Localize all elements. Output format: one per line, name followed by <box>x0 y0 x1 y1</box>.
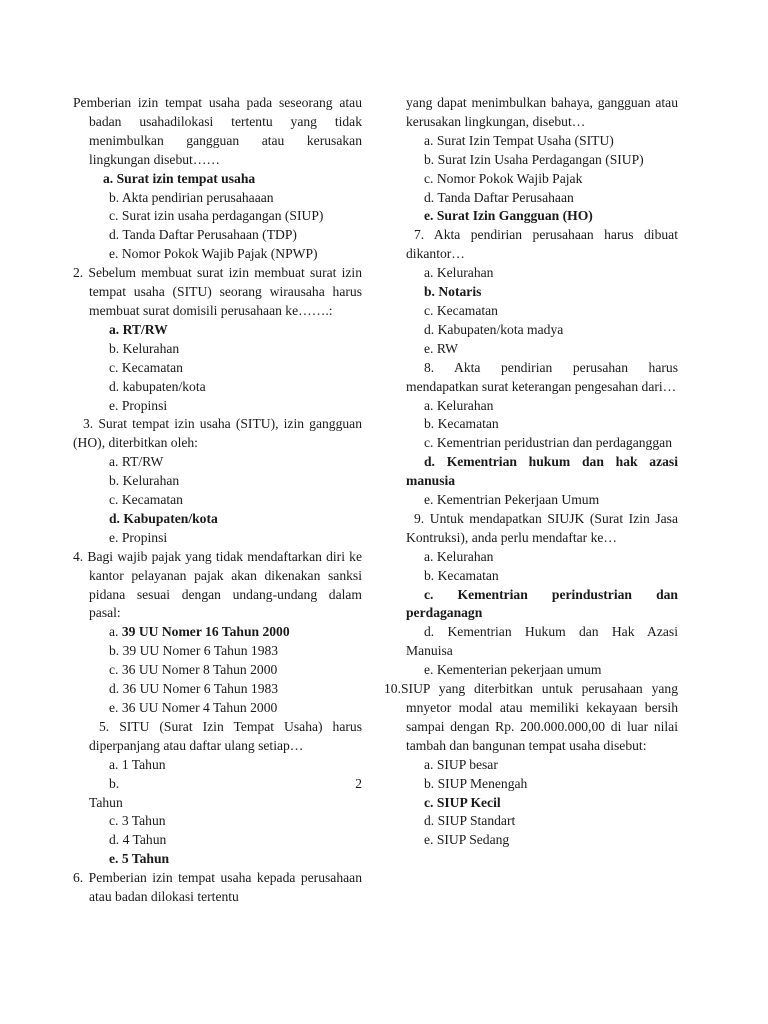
question-9-option-c: c. Kementrian perindustrian dan perdaganagn <box>406 586 678 621</box>
question-8-text: 8. Akta pendirian perusahan harus mendapatkan surat keterangan pengesahan dari… <box>406 359 678 394</box>
question-9-text: 9. Untuk mendapatkan SIUJK (Surat Izin Jasa Kontruksi), anda perlu mendaftar ke… <box>406 510 678 545</box>
question-8-option-a: a. Kelurahan <box>424 397 494 413</box>
question-7-option-d: d. Kabupaten/kota madya <box>424 321 564 337</box>
question-5-option-b <box>73 775 362 794</box>
question-3-option-c: c. Kecamatan <box>109 492 183 508</box>
question-10-option-a: a. SIUP besar <box>424 756 498 772</box>
question-5-option-d: d. 4 Tahun <box>109 832 167 848</box>
question-3-option-a: a. RT/RW <box>109 454 164 470</box>
question-1-option-b: b. Akta pendirian perusahaaan <box>109 189 274 205</box>
question-10-text: 10.SIUP yang diterbitkan untuk perusahaan yang mnyetor modal atau memiliki kekayaan bersih sampai dengan Rp. 200.000.000,00 di luar nilai tambah dan bangunan tempat usaha disebut: <box>384 681 678 753</box>
question-8-option-c: c. Kementrian peridustrian dan perdaganggan <box>424 435 672 451</box>
question-10-option-c: c. SIUP Kecil <box>424 794 501 810</box>
question-4-option-c: c. 36 UU Nomer 8 Tahun 2000 <box>109 662 278 678</box>
question-6-option-e: e. Surat Izin Gangguan (HO) <box>424 208 593 224</box>
question-10-option-b: b. SIUP Menengah <box>424 775 528 791</box>
question-7-option-b: b. Notaris <box>424 284 482 300</box>
question-6-option-a: a. Surat Izin Tempat Usaha (SITU) <box>424 132 614 148</box>
question-2-option-e: e. Propinsi <box>109 397 168 413</box>
question-6-text: 6. Pemberian izin tempat usaha kepada perusahaan atau badan dilokasi tertentu <box>73 870 362 905</box>
question-9-option-e: e. Kementerian pekerjaan umum <box>424 662 602 678</box>
question-5-option-c: c. 3 Tahun <box>109 813 166 829</box>
question-4-option-d: d. 36 UU Nomer 6 Tahun 1983 <box>109 681 279 697</box>
question-1-option-a: a. Surat izin tempat usaha <box>103 170 256 186</box>
question-1-option-d: d. Tanda Daftar Perusahaan (TDP) <box>109 227 297 243</box>
question-4-option-a <box>73 623 362 642</box>
question-6-option-c: c. Nomor Pokok Wajib Pajak <box>424 170 583 186</box>
question-8-option-b: b. Kecamatan <box>424 416 499 432</box>
question-5-option-b-number: 2 <box>355 775 362 791</box>
question-6-option-b: b. Surat Izin Usaha Perdagangan (SIUP) <box>424 151 644 167</box>
question-5-option-e: e. 5 Tahun <box>109 851 170 867</box>
question-4-option-b: b. 39 UU Nomer 6 Tahun 1983 <box>109 643 279 659</box>
question-5-option-b-tail: Tahun <box>89 794 123 810</box>
question-1-option-c: c. Surat izin usaha perdagangan (SIUP) <box>109 208 324 224</box>
right-column <box>384 94 678 850</box>
question-5-option-b-letter: b. <box>109 775 120 791</box>
question-4-text: 4. Bagi wajib pajak yang tidak mendaftarkan diri ke kantor pelayanan pajak akan dikenakan sanksi pidana sesuai dengan undang-undang dalam pasal: <box>73 548 362 621</box>
question-2-text: 2. Sebelum membuat surat izin membuat surat izin tempat usaha (SITU) seorang wirausaha harus membuat surat domisili perusahaan ke…….: <box>73 265 362 318</box>
question-9-option-b: b. Kecamatan <box>424 567 499 583</box>
question-8-option-d: d. Kementrian hukum dan hak azasi manusia <box>406 454 678 489</box>
question-6-text-continued: yang dapat menimbulkan bahaya, gangguan atau kerusakan lingkungan, disebut… <box>406 95 678 129</box>
question-5-option-a: a. 1 Tahun <box>109 756 166 772</box>
question-1-option-e: e. Nomor Pokok Wajib Pajak (NPWP) <box>109 246 318 262</box>
question-7-option-e: e. RW <box>424 340 458 356</box>
question-2-option-a: a. RT/RW <box>109 321 168 337</box>
question-7-text: 7. Akta pendirian perusahaan harus dibuat dikantor… <box>406 227 678 262</box>
question-3-option-b: b. Kelurahan <box>109 473 180 489</box>
question-7-option-c: c. Kecamatan <box>424 302 498 318</box>
question-9-option-a: a. Kelurahan <box>424 548 494 564</box>
question-4-option-a-letter: a. <box>109 624 119 640</box>
question-6-option-d: d. Tanda Daftar Perusahaan <box>424 189 574 205</box>
left-column <box>73 94 362 907</box>
question-2-option-d: d. kabupaten/kota <box>109 378 206 394</box>
question-10-option-e: e. SIUP Sedang <box>424 832 510 848</box>
question-3-option-e: e. Propinsi <box>109 529 168 545</box>
question-10-option-d: d. SIUP Standart <box>424 813 516 829</box>
question-5-text: 5. SITU (Surat Izin Tempat Usaha) harus diperpanjang atau daftar ulang setiap… <box>89 718 362 753</box>
question-3-option-d: d. Kabupaten/kota <box>109 510 218 526</box>
question-4-option-e: e. 36 UU Nomer 4 Tahun 2000 <box>109 700 278 715</box>
question-2-option-b: b. Kelurahan <box>109 340 180 356</box>
question-7-option-a: a. Kelurahan <box>424 265 494 281</box>
question-2-option-c: c. Kecamatan <box>109 359 183 375</box>
question-9-option-d: d. Kementrian Hukum dan Hak Azasi Manuisa <box>406 624 678 659</box>
question-8-option-e: e. Kementrian Pekerjaan Umum <box>424 492 600 508</box>
question-3-text: 3. Surat tempat izin usaha (SITU), izin gangguan (HO), diterbitkan oleh: <box>73 416 362 451</box>
question-1-text: Pemberian izin tempat usaha pada seseorang atau badan usahadilokasi tertentu yang tidak menimbulkan gangguan atau kerusakan lingkungan disebut…… <box>73 95 362 167</box>
question-4-option-a-text: 39 UU Nomer 16 Tahun 2000 <box>121 624 290 640</box>
